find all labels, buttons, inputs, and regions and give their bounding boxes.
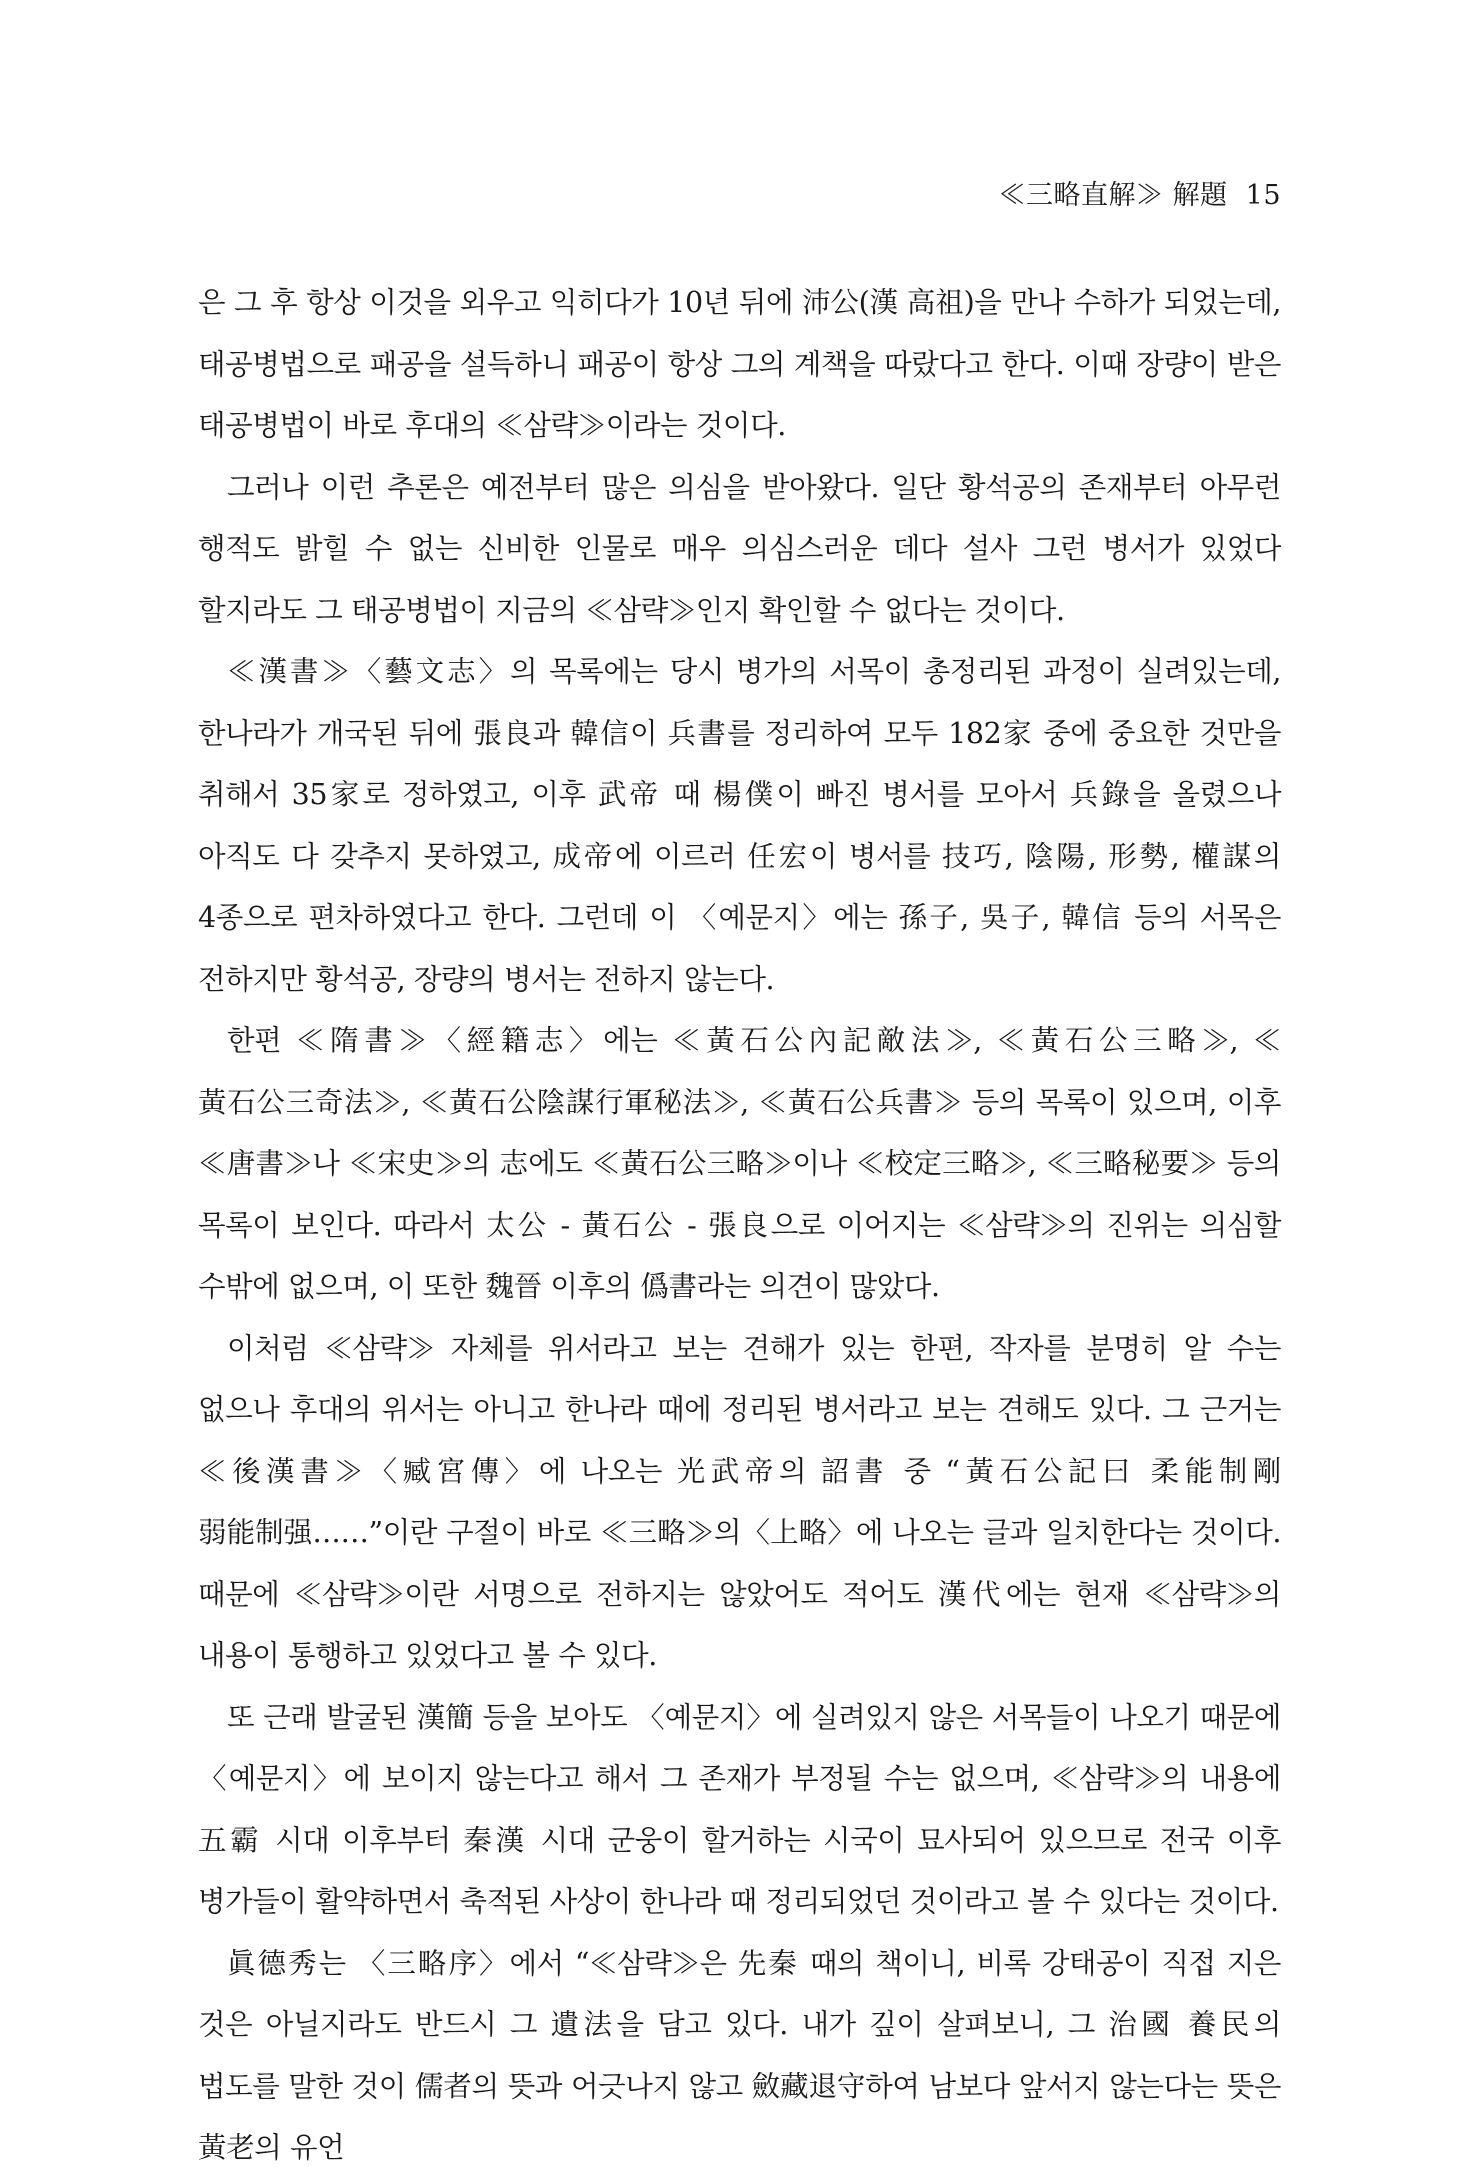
paragraph: ≪漢書≫〈藝文志〉의 목록에는 당시 병가의 서목이 총정리된 과정이 실려있는데, 한나라가 개국된 뒤에 張良과 韓信이 兵書를 정리하여 모두 182家 중에 중요한 것만을 취해서 35家로 정하였고, 이후 武帝 때 楊僕이 빠진 병서를 모아서 兵錄을 올렸으나 아직도 다 갖추지 못하였고, 成帝에 이르러 任宏이 병서를 技巧, 陰陽, 形勢, 權謀의 4종으로 편차하였다고 한다. 그런데 이 〈예문지〉에는 孫子, 吳子, 韓信 등의 서목은 전하지만 황석공, 장량의 병서는 전하지 않는다. [198, 655, 1281, 996]
paragraph: 또 근래 발굴된 漢簡 등을 보아도 〈예문지〉에 실려있지 않은 서목들이 나오기 때문에 〈예문지〉에 보이지 않는다고 해서 그 존재가 부정될 수는 없으며, ≪삼략≫의 내용에 五霸 시대 이후부터 秦漢 시대 군웅이 할거하는 시국이 묘사되어 있으므로 전국 이후 병가들이 활약하면서 축적된 사상이 한나라 때 정리되었던 것이라고 볼 수 있다는 것이다. [198, 1700, 1281, 1918]
paragraph-continuation: 은 그 후 항상 이것을 외우고 익히다가 10년 뒤에 沛公(漢 高祖)을 만나 수하가 되었는데, 태공병법으로 패공을 설득하니 패공이 항상 그의 계책을 따랐다고 한다. 이때 장량이 받은 태공병법이 바로 후대의 ≪삼략≫이라는 것이다. [198, 286, 1281, 442]
running-header [999, 178, 1281, 214]
page-number: 15 [1245, 180, 1281, 211]
paragraph: 이처럼 ≪삼략≫ 자체를 위서라고 보는 견해가 있는 한편, 작자를 분명히 알 수는 없으나 후대의 위서는 아니고 한나라 때에 정리된 병서라고 보는 견해도 있다. 그 근거는 ≪後漢書≫〈臧宮傳〉에 나오는 光武帝의 詔書 중 “黃石公記曰 柔能制剛 弱能制强……”이란 구절이 바로 ≪三略≫의〈上略〉에 나오는 글과 일치한다는 것이다. 때문에 ≪삼략≫이란 서명으로 전하지는 않았어도 적어도 漢代에는 현재 ≪삼략≫의 내용이 통행하고 있었다고 볼 수 있다. [198, 1331, 1281, 1672]
paragraph: 그러나 이런 추론은 예전부터 많은 의심을 받아왔다. 일단 황석공의 존재부터 아무런 행적도 밝힐 수 없는 신비한 인물로 매우 의심스러운 데다 설사 그런 병서가 있었다 할지라도 그 태공병법이 지금의 ≪삼략≫인지 확인할 수 없다는 것이다. [198, 470, 1281, 627]
body-text [198, 272, 1281, 2179]
header-title: ≪三略直解≫ 解題 [998, 180, 1228, 211]
paragraph: 한편 ≪隋書≫〈經籍志〉에는 ≪黃石公內記敵法≫, ≪黃石公三略≫, ≪黃石公三奇法≫, ≪黃石公陰謀行軍秘法≫, ≪黃石公兵書≫ 등의 목록이 있으며, 이후 ≪唐書≫나 ≪宋史≫의 志에도 ≪黃石公三略≫이나 ≪校定三略≫, ≪三略秘要≫ 등의 목록이 보인다. 따라서 太公 - 黃石公 - 張良으로 이어지는 ≪삼략≫의 진위는 의심할 수밖에 없으며, 이 또한 魏晉 이후의 僞書라는 의견이 많았다. [198, 1024, 1281, 1303]
paragraph: 眞德秀는 〈三略序〉에서 “≪삼략≫은 先秦 때의 책이니, 비록 강태공이 직접 지은 것은 아닐지라도 반드시 그 遺法을 담고 있다. 내가 깊이 살펴보니, 그 治國 養民의 법도를 말한 것이 儒者의 뜻과 어긋나지 않고 斂藏退守하여 남보다 앞서지 않는다는 뜻은 黃老의 유언 [198, 1946, 1281, 2164]
